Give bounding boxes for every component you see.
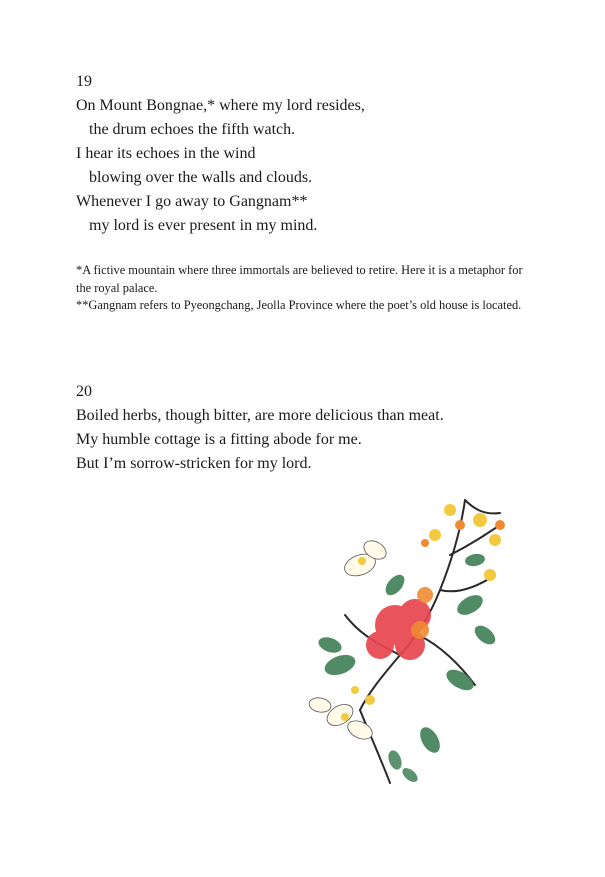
poem-number: 20 [76, 383, 92, 400]
poem-line: But I’m sorrow-stricken for my lord. [76, 455, 312, 472]
poem-line: On Mount Bongnae,* where my lord resides, [76, 97, 365, 114]
poem-line: blowing over the walls and clouds. [89, 169, 313, 186]
poem-20 [76, 380, 556, 476]
footnote: **Gangnam refers to Pyeongchang, Jeolla Province where the poet’s old house is located. [76, 298, 522, 312]
poem-line: My humble cottage is a fitting abode for me. [76, 431, 362, 448]
poem-line: I hear its echoes in the wind [76, 145, 256, 162]
footnotes [76, 262, 524, 315]
footnote: *A fictive mountain where three immortals are believed to retire. Here it is a metaphor for the royal palace. [76, 263, 523, 295]
poem-number: 19 [76, 73, 92, 90]
poem-19 [76, 70, 556, 238]
poem-line: the drum echoes the fifth watch. [89, 121, 296, 138]
poem-line: Boiled herbs, though bitter, are more delicious than meat. [76, 407, 444, 424]
poem-line: Whenever I go away to Gangnam** [76, 193, 308, 210]
flower-painting-icon [300, 495, 520, 795]
poem-line: my lord is ever present in my mind. [89, 217, 318, 234]
